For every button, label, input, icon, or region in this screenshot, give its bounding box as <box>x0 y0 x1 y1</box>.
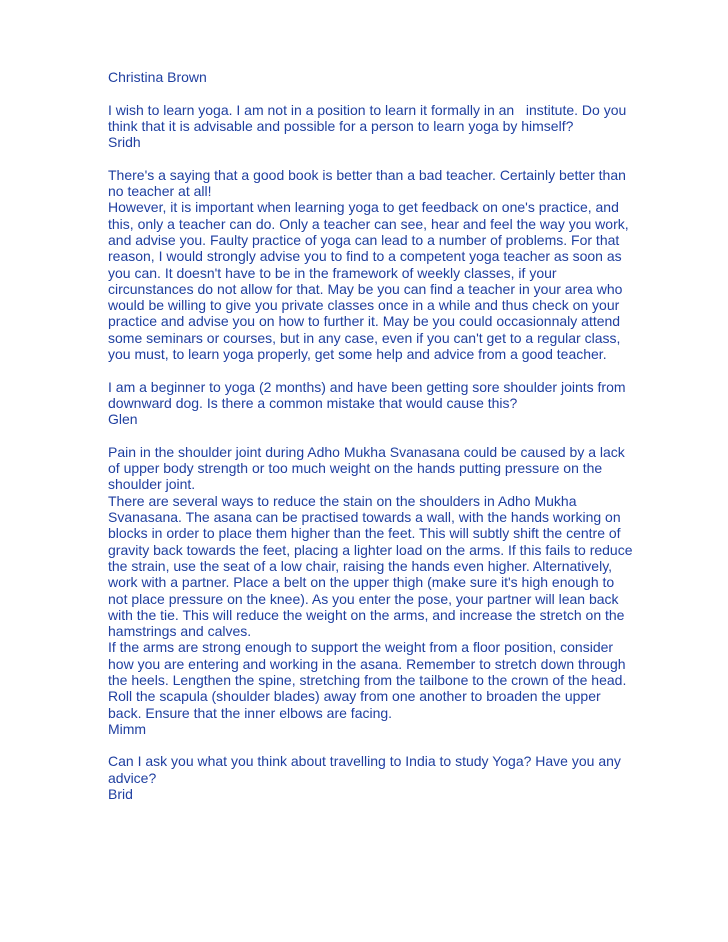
text-line: work with a partner. Place a belt on the upper thigh (make sure it's high enough to <box>108 574 615 591</box>
document-page <box>108 69 648 802</box>
text-line: Christina Brown <box>108 69 207 85</box>
text-line: circunstances do not allow for that. May be you can find a teacher in your area who <box>108 280 623 297</box>
text-line: think that it is advisable and possible for a person to learn yoga by himself? <box>108 117 574 134</box>
text-line: some seminars or courses, but in any case, even if you can't get to a regular class, <box>108 329 621 346</box>
text-line: Roll the scapula (shoulder blades) away from one another to broaden the upper <box>108 688 601 705</box>
text-line: However, it is important when learning yoga to get feedback on one's practice, and <box>108 199 619 216</box>
text-line: If the arms are strong enough to support the weight from a floor position, consider <box>108 639 614 656</box>
text-line: Mimm <box>108 720 147 737</box>
text-line: how you are entering and working in the asana. Remember to stretch down through <box>108 655 626 672</box>
paragraph-gap <box>108 362 648 378</box>
answer-block <box>108 444 648 737</box>
text-line: hamstrings and calves. <box>108 623 252 640</box>
text-line: I am a beginner to yoga (2 months) and have been getting sore shoulder joints from <box>108 378 626 395</box>
text-line: no teacher at all! <box>108 183 212 200</box>
text-line: Glen <box>108 411 138 428</box>
text-line: gravity back towards the feet, placing a lighter load on the arms. If this fails to reduce <box>108 541 633 558</box>
text-line: Brid <box>108 786 133 803</box>
text-line: Svanasana. The asana can be practised towards a wall, with the hands working on <box>108 509 621 526</box>
text-line: back. Ensure that the inner elbows are facing. <box>108 704 393 721</box>
text-line: would be willing to give you private classes once in a while and thus check on your <box>108 297 620 314</box>
text-line: this, only a teacher can do. Only a teacher can see, hear and feel the way you work, <box>108 215 629 232</box>
text-line: I wish to learn yoga. I am not in a position to learn it formally in an institute. Do you <box>108 101 627 118</box>
text-line: There are several ways to reduce the stain on the shoulders in Adho Mukha <box>108 492 577 509</box>
text-line: advice? <box>108 769 157 786</box>
text-line: There's a saying that a good book is better than a bad teacher. Certainly better than <box>108 166 626 183</box>
text-line: the strain, use the seat of a low chair, raising the hands even higher. Alternatively, <box>108 557 613 574</box>
text-line: reason, I would strongly advise you to find to a competent yoga teacher as soon as <box>108 248 622 265</box>
text-line: and advise you. Faulty practice of yoga can lead to a number of problems. For that <box>108 231 620 248</box>
text-line: not place pressure on the knee). As you enter the pose, your partner will lean back <box>108 590 619 607</box>
text-line: shoulder joint. <box>108 476 196 493</box>
paragraph-gap <box>108 428 648 444</box>
text-line: you must, to learn yoga properly, get some help and advice from a good teacher. <box>108 346 607 363</box>
question-block <box>108 102 648 151</box>
text-line: downward dog. Is there a common mistake that would cause this? <box>108 394 518 411</box>
text-line: with the tie. This will reduce the weight on the arms, and increase the stretch on the <box>108 606 625 623</box>
text-line: Can I ask you what you think about travelling to India to study Yoga? Have you any <box>108 753 621 770</box>
text-line: of upper body strength or too much weight on the hands putting pressure on the <box>108 460 603 477</box>
text-line: the heels. Lengthen the spine, stretching from the tailbone to the crown of the head. <box>108 671 627 688</box>
answer-block <box>108 167 648 363</box>
paragraph-gap <box>108 737 648 753</box>
text-line: Pain in the shoulder joint during Adho Mukha Svanasana could be caused by a lack <box>108 443 625 460</box>
text-line: Sridh <box>108 134 141 151</box>
signature-block <box>108 69 648 85</box>
text-line: blocks in order to place them higher than the feet. This will subtly shift the centre of <box>108 525 621 542</box>
paragraph-gap <box>108 150 648 166</box>
paragraph-gap <box>108 85 648 101</box>
text-line: practice and advise you on how to further it. May be you could occasionnaly attend <box>108 313 621 330</box>
question-block <box>108 753 648 802</box>
question-block <box>108 379 648 428</box>
text-line: you can. It doesn't have to be in the framework of weekly classes, if your <box>108 264 557 281</box>
